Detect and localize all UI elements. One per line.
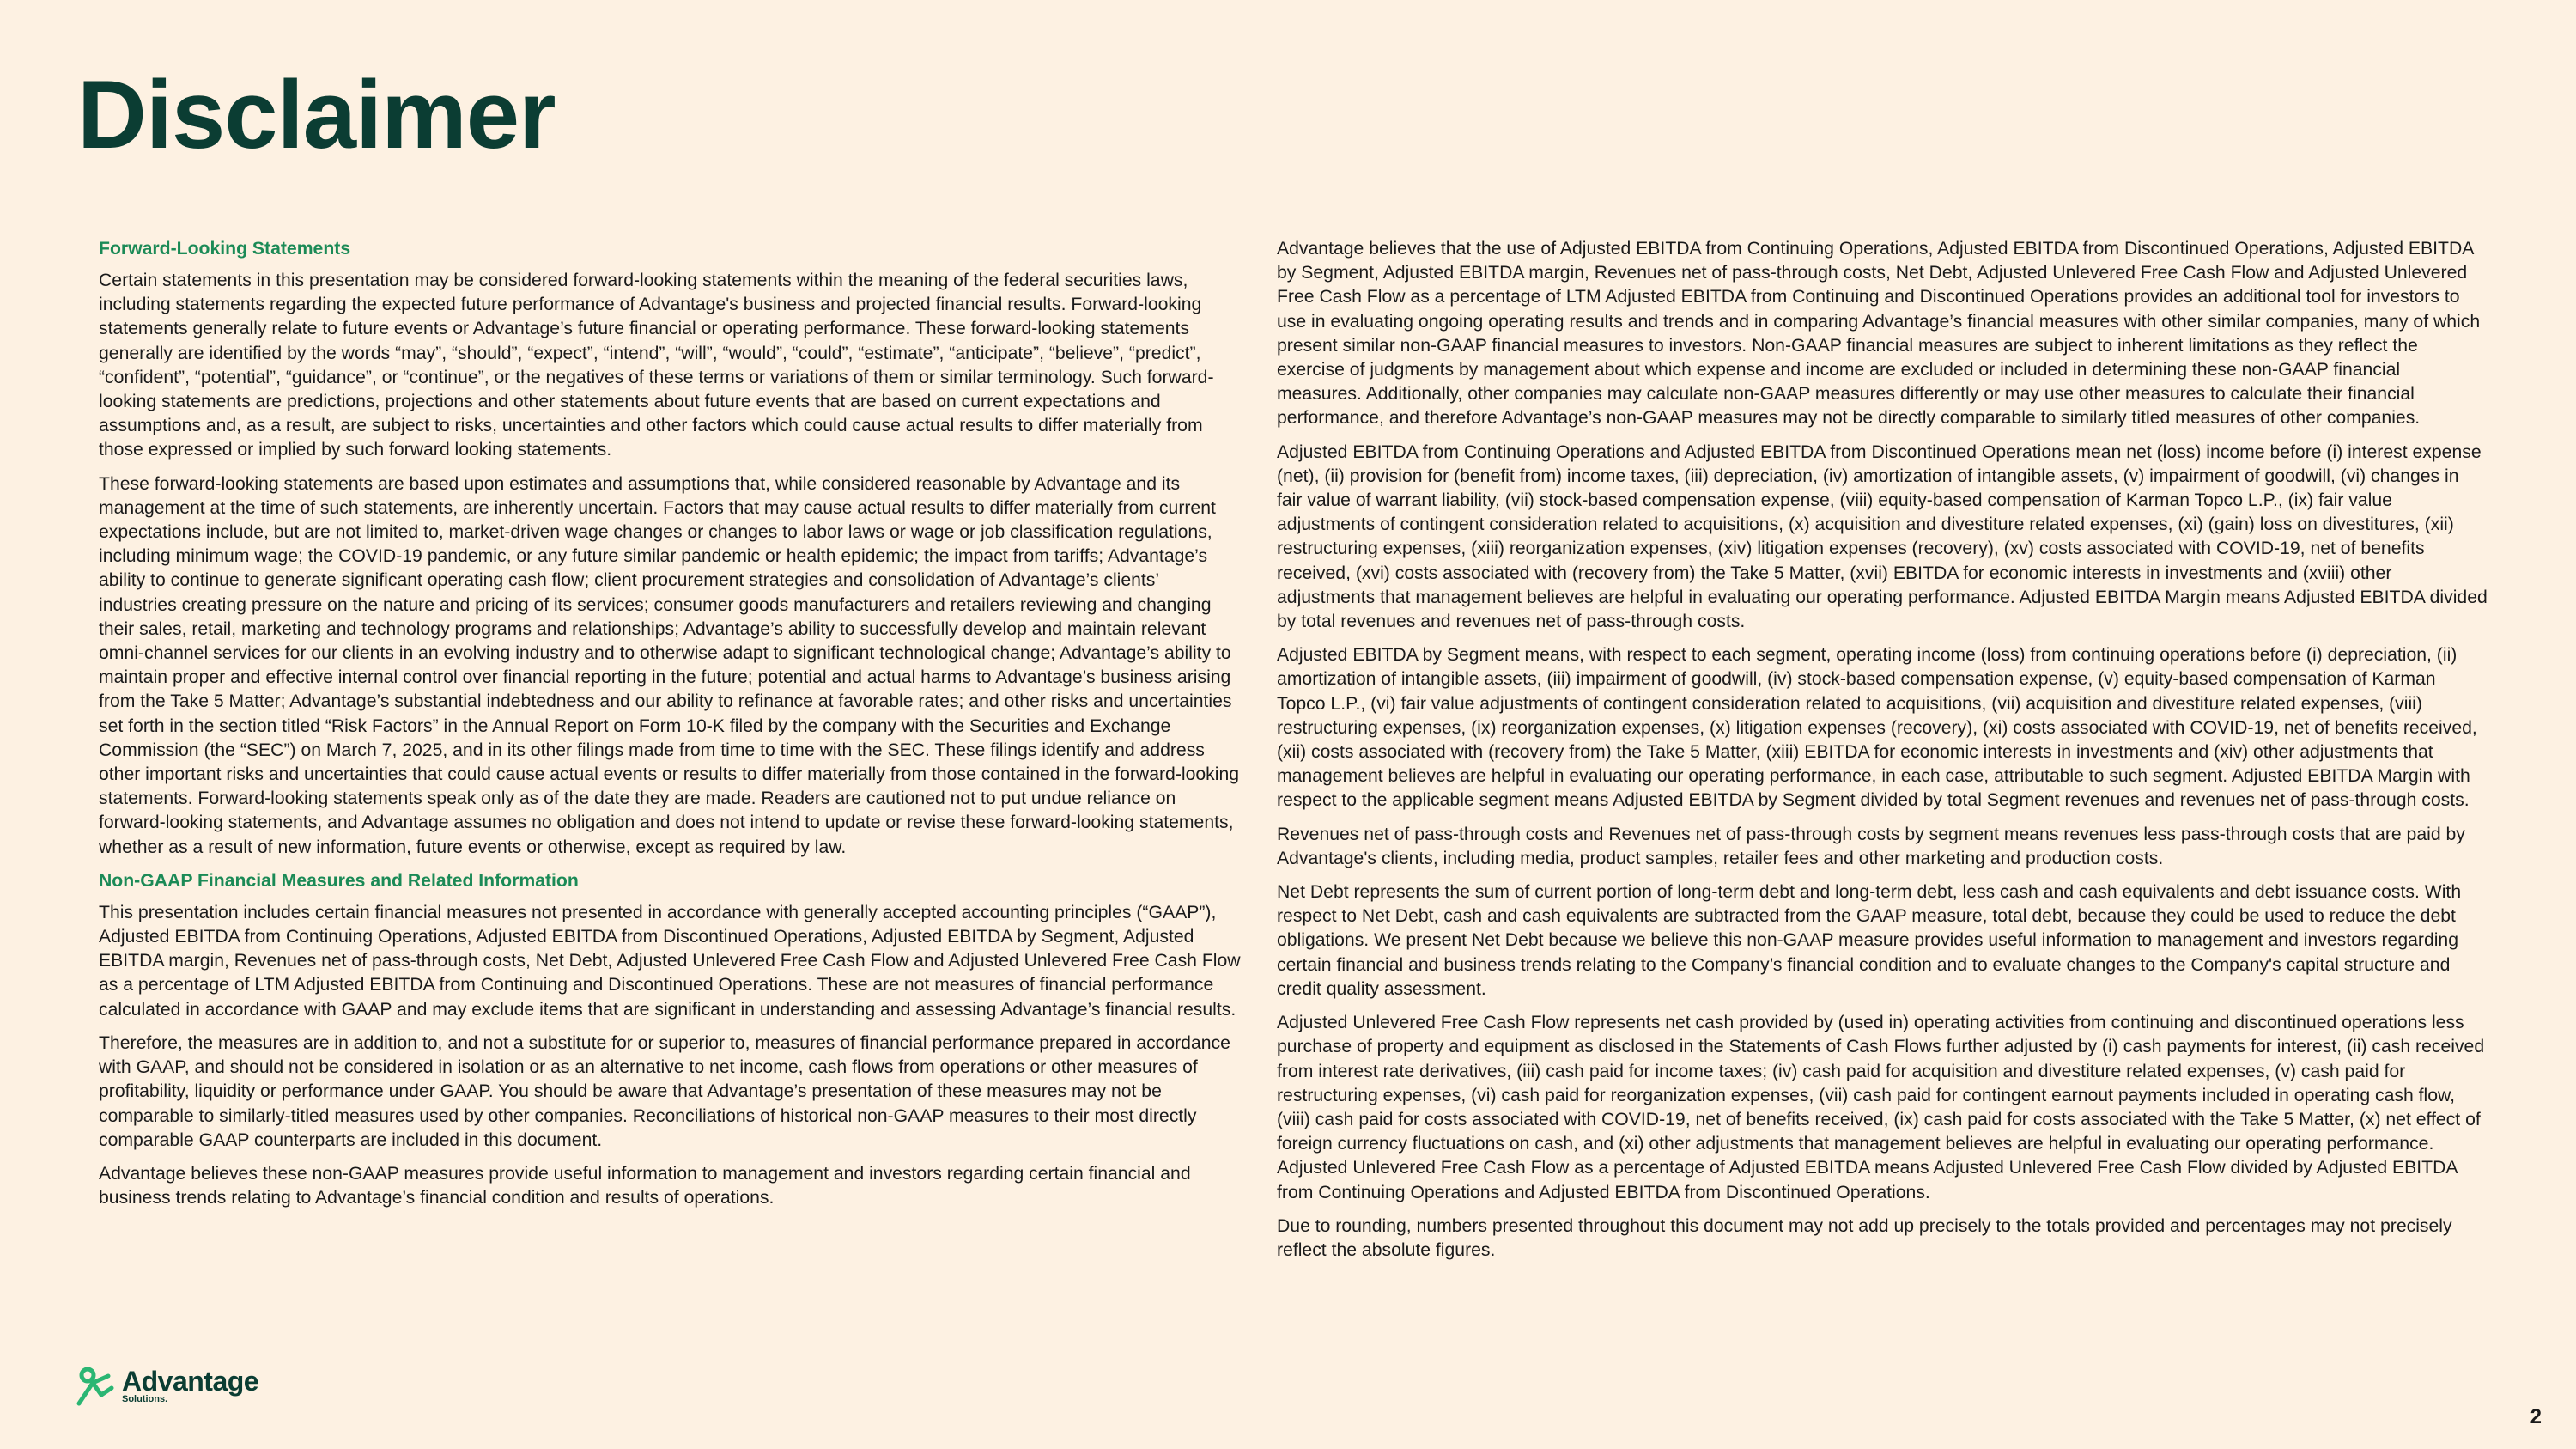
- logo-subtitle: Solutions.: [122, 1394, 168, 1404]
- section-heading-non-gaap: Non-GAAP Financial Measures and Related Information: [99, 870, 579, 891]
- company-logo: [76, 1366, 258, 1407]
- paragraph: Net Debt represents the sum of current portion of long-term debt and long-term debt, less cash and cash equivalents and debt issuance costs. With respect to Net Debt, cash and cash equivalents are subtracted from the GAAP measure, total debt, because they could be used to reduce the debt obligations. We present Net Debt because we believe this non-GAAP measure provides useful information to management and investors regarding certain financial and business trends relating to the Company’s financial condition and to evaluate changes to the Company's capital structure and credit quality assessment.: [1277, 882, 2462, 999]
- paragraph: Advantage believes that the use of Adjusted EBITDA from Continuing Operations, Adjusted EBITDA from Discontinued Operations, Adjusted EBITDA by Segment, Adjusted EBITDA margin, Revenues net of pass-through costs, Net Debt, Adjusted Unlevered Free Cash Flow and Adjusted Unlevered Free Cash Flow as a percentage of LTM Adjusted EBITDA from Continuing and Discontinued Operations provides an additional tool for investors to use in evaluating ongoing operating results and trends and in comparing Advantage’s financial measures with other similar companies, many of which present similar non-GAAP financial measures to investors. Non-GAAP financial measures are subject to inherent limitations as they reflect the exercise of judgments by management about which expense and income are excluded or included in determining these non-GAAP financial measures. Additionally, other companies may calculate non-GAAP measures differently or may use other measures to calculate their financial performance, and therefore Advantage’s non-GAAP measures may not be directly comparable to similarly titled measures of other companies.: [1277, 239, 2481, 429]
- paragraph: Adjusted EBITDA by Segment means, with respect to each segment, operating income (loss) from continuing operations before (i) depreciation, (ii) amortization of intangible assets, (iii) impairment of goodwill, (iv) stock-based compensation expense, (v) equity-based compensation of Karman Topco L.P., (vi) fair value adjustments of contingent consideration related to acquisitions, (vii) acquisition and divestiture related expenses, (viii) restructuring expenses, (ix) reorganization expenses, (x) litigation expenses (recovery), (xi) costs associated with COVID-19, net of benefits received, (xii) costs associated with (recovery from) the Take 5 Matter, (xiii) EBITDA for economic interests in investments and (xiv) other adjustments that management believes are helpful in evaluating our operating performance, in each case, attributable to such segment. Adjusted EBITDA Margin with respect to the applicable segment means Adjusted EBITDA by Segment divided by total Segment revenues and revenues net of pass-through costs.: [1277, 645, 2477, 811]
- page-number: 2: [2530, 1405, 2542, 1428]
- paragraph: This presentation includes certain financial measures not presented in accordance with generally accepted accounting principles (“GAAP”), Adjusted EBITDA from Continuing Operations, Adjusted EBITDA from Discontinued Operations, Adjusted EBITDA by Segment, Adjusted EBITDA margin, Revenues net of pass-through costs, Net Debt, Adjusted Unlevered Free Cash Flow and Adjusted Unlevered Free Cash Flow as a percentage of LTM Adjusted EBITDA from Continuing and Discontinued Operations. These are not measures of financial performance calculated in accordance with GAAP and may exclude items that are significant in understanding and assessing Advantage’s financial results.: [99, 902, 1241, 1020]
- paragraph: Therefore, the measures are in addition to, and not a substitute for or superior to, measures of financial performance prepared in accordance with GAAP, and should not be considered in isolation or as an alternative to net income, cash flows from operations or other measures of profitability, liquidity or performance under GAAP. You should be aware that Advantage’s presentation of these measures may not be comparable to similarly-titled measures used by other companies. Reconciliations of historical non-GAAP measures to their most directly comparable GAAP counterparts are included in this document.: [99, 1032, 1230, 1150]
- paragraph: Due to rounding, numbers presented throughout this document may not add up precisely to the totals provided and percentages may not precisely reflect the absolute figures.: [1277, 1215, 2452, 1260]
- paragraph: Adjusted Unlevered Free Cash Flow represents net cash provided by (used in) operating activities from continuing and discontinued operations less purchase of property and equipment as disclosed in the Statements of Cash Flows further adjusted by (i) cash payments for interest, (ii) cash received from interest rate derivatives, (iii) cash paid for income taxes; (iv) cash paid for acquisition and divestiture related expenses, (v) cash paid for restructuring expenses, (vi) cash paid for reorganization expenses, (vii) cash paid for contingent earnout payments included in operating cash flow, (viii) cash paid for costs associated with COVID-19, net of benefits received, (ix) cash paid for costs associated with the Take 5 Matter, (x) net effect of foreign currency fluctuations on cash, and (xi) other adjustments that management believes are helpful in evaluating our operating performance. Adjusted Unlevered Free Cash Flow as a percentage of Adjusted EBITDA means Adjusted Unlevered Free Cash Flow divided by Adjusted EBITDA from Continuing Operations and Adjusted EBITDA from Discontinued Operations.: [1277, 1013, 2485, 1202]
- advantage-logo-icon: [76, 1366, 117, 1407]
- paragraph: Certain statements in this presentation may be considered forward-looking statements within the meaning of the federal securities laws, including statements regarding the expected future performance of Advantage's business and projected financial results. Forward-looking statements generally relate to future events or Advantage’s future financial or operating performance. These forward-looking statements generally are identified by the words “may”, “should”, “expect”, “intend”, “will”, “would”, “could”, “estimate”, “anticipate”, “believe”, “predict”, “confident”, “potential”, “guidance”, or “continue”, or the negatives of these terms or variations of them or similar terminology. Such forward-looking statements are predictions, projections and other statements about future events that are based on current expectations and assumptions and, as a result, are subject to risks, uncertainties and other factors which could cause actual results to differ materially from those expressed or implied by such forward looking statements.: [99, 271, 1214, 460]
- paragraph: Adjusted EBITDA from Continuing Operations and Adjusted EBITDA from Discontinued Operations mean net (loss) income before (i) interest expense (net), (ii) provision for (benefit from) income taxes, (iii) depreciation, (iv) amortization of intangible assets, (v) impairment of goodwill, (vi) changes in fair value of warrant liability, (vii) stock-based compensation expense, (viii) equity-based compensation of Karman Topco L.P., (ix) fair value adjustments of contingent consideration related to acquisitions, (x) acquisition and divestiture related expenses, (xi) (gain) loss on divestitures, (xii) restructuring expenses, (xiii) reorganization expenses, (xiv) litigation expenses (recovery), (xv) costs associated with COVID-19, net of benefits received, (xvi) costs associated with (recovery from) the Take 5 Matter, (xvii) EBITDA for economic interests in investments and (xviii) other adjustments that management believes are helpful in evaluating our operating performance. Adjusted EBITDA Margin means Adjusted EBITDA divided by total revenues and revenues net of pass-through costs.: [1277, 441, 2488, 632]
- left-column: [99, 237, 1241, 1220]
- section-heading-forward-looking: Forward-Looking Statements: [99, 239, 351, 259]
- paragraph: These forward-looking statements are based upon estimates and assumptions that, while considered reasonable by Advantage and its management at the time of such statements, are inherently uncertain. Factors that may cause actual results to differ materially from current expectations include, but are not limited to, market-driven wage changes or changes to labor laws or wage or job classification regulations, including minimum wage; the COVID-19 pandemic, or any future similar pandemic or health epidemic; the impact from tariffs; Advantage’s ability to continue to generate significant operating cash flow; client procurement strategies and consolidation of Advantage’s clients’ industries creating pressure on the nature and pricing of its services; consumer goods manufacturers and retailers reviewing and changing their sales, retail, marketing and technology programs and relationships; Advantage’s ability to successfully develop and maintain relevant omni-channel services for our clients in an evolving industry and to otherwise adapt to significant technological change; Advantage’s ability to maintain proper and effective internal control over financial reporting in the future; potential and actual harms to Advantage’s business arising from the Take 5 Matter; Advantage’s substantial indebtedness and our ability to refinance at favorable rates; and other risks and uncertainties set forth in the section titled “Risk Factors” in the Annual Report on Form 10-K filed by the company with the Securities and Exchange Commission (the “SEC”) on March 7, 2025, and in its other filings made from time to time with the SEC. These filings identify and address other important risks and uncertainties that could cause actual events or results to differ materially from those contained in the forward-looking statements. Forward-looking statements speak only as of the date they are made. Readers are cautioned not to put undue reliance on forward-looking statements, and Advantage assumes no obligation and does not intend to update or revise these forward-looking statements, whether as a result of new information, future events or otherwise, except as required by law.: [99, 473, 1240, 857]
- paragraph: Advantage believes these non-GAAP measures provide useful information to management and investors regarding certain financial and business trends relating to Advantage’s financial condition and results of operations.: [99, 1163, 1191, 1209]
- right-column: [1277, 237, 2488, 1272]
- logo-name: Advantage: [122, 1366, 259, 1397]
- page-title: Disclaimer: [77, 61, 556, 168]
- paragraph: Revenues net of pass-through costs and Revenues net of pass-through costs by segment means revenues less pass-through costs that are paid by Advantage's clients, including media, product samples, retailer fees and other marketing and production costs.: [1277, 824, 2465, 868]
